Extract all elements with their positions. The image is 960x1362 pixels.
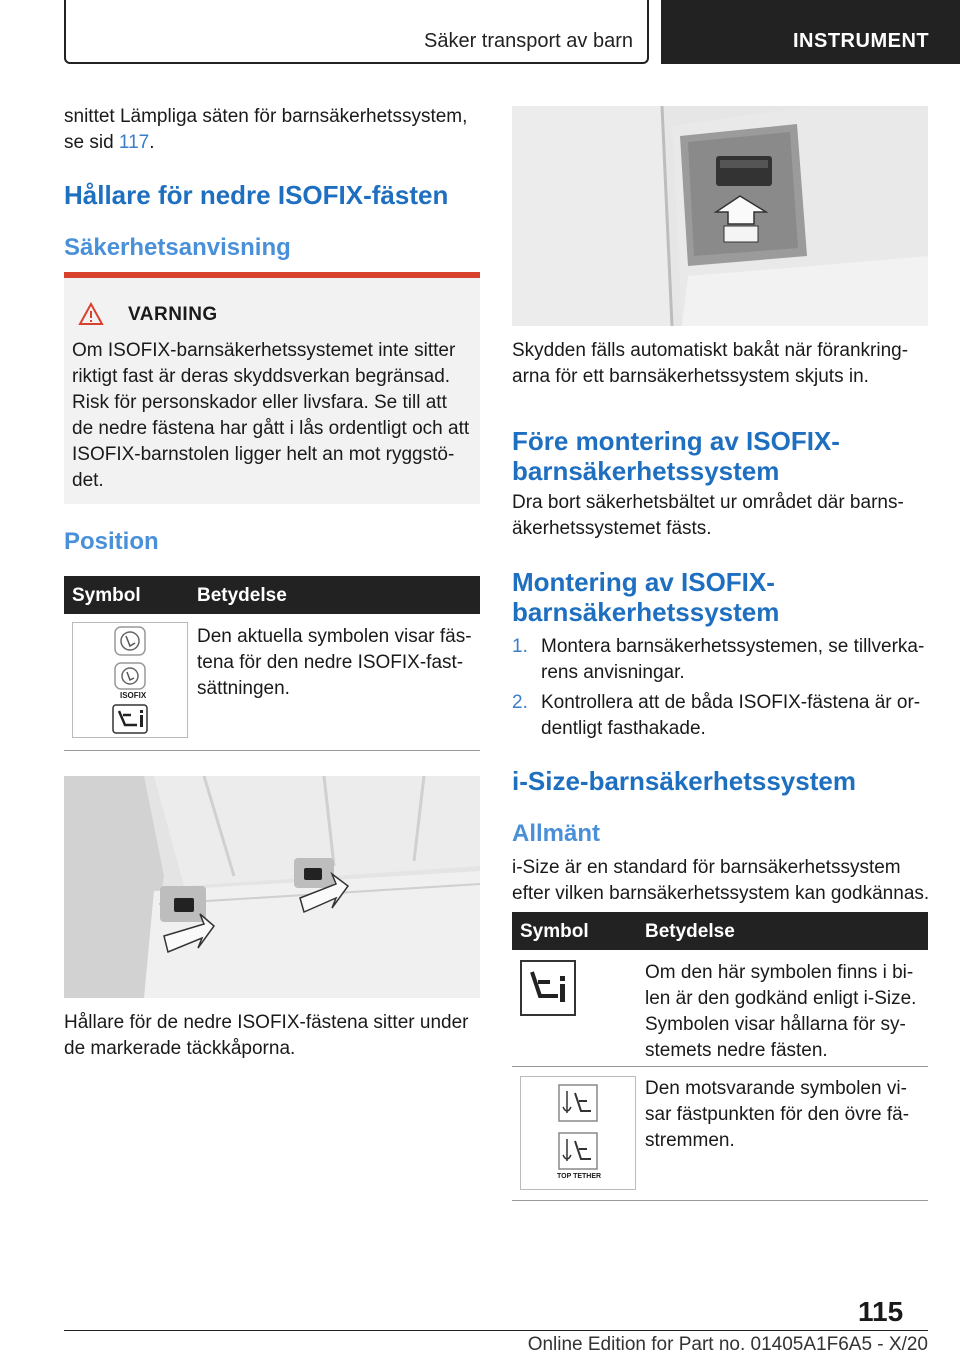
general-text: i-Size är en standard för barnsäkerhetssystem efter vilken barnsäkerhetssystem kan godkännas. (512, 857, 930, 904)
table-header (64, 576, 480, 614)
heading-isofix-holders: Hållare för nedre ISOFIX-fästen (64, 180, 449, 210)
page-number: 115 (858, 1296, 904, 1327)
step-2-number: 2. (512, 692, 528, 713)
warning-title: VARNING (128, 304, 218, 325)
isize-table-col-symbol: Symbol (520, 921, 589, 942)
step-2-text: Kontrollera att de båda ISOFIX-fästena är or-dentligt fasthakade. (541, 692, 921, 739)
step-1-text: Montera barnsäkerhetssystemen, se tillverka-rens anvisningar. (541, 636, 925, 683)
rear-seat-photo (64, 776, 480, 998)
heading-mounting: Montering av ISOFIX-barnsäkerhetssystem (512, 567, 780, 627)
rear-seat-photo-caption: Hållare för de nedre ISOFIX-fästena sitter under de markerade täckkåporna. (64, 1012, 469, 1059)
footer-edition: Online Edition for Part no. 01405A1F6A5 - X/20 (527, 1334, 928, 1355)
table-divider (64, 750, 480, 751)
isize-symbol (520, 960, 576, 1016)
isize-table-col-meaning: Betydelse (645, 921, 735, 942)
before-mounting-text: Dra bort säkerhetsbältet ur området där barns-äkerhetssystemet fästs. (512, 492, 904, 539)
isofix-symbol-description: Den aktuella symbolen visar fäs-tena för den nedre ISOFIX-fast-sättningen. (197, 626, 472, 699)
table-col-symbol: Symbol (72, 585, 141, 606)
heading-general: Allmänt (512, 820, 601, 847)
header-section-tab (661, 0, 960, 64)
isofix-label: ISOFIX (120, 691, 147, 700)
top-tether-symbol-group (520, 1076, 636, 1190)
isize-seat-icon (522, 962, 574, 1014)
warning-box (64, 272, 480, 504)
cover-photo-caption: Skydden fälls automatiskt bakåt när förankring-arna för ett barnsäkerhetssystem skjuts in. (512, 340, 909, 387)
isofix-cover-photo (512, 106, 928, 326)
isize-table-divider-2 (512, 1200, 928, 1201)
heading-position: Position (64, 528, 159, 555)
isize-table-header (512, 912, 928, 950)
intro-paragraph (64, 104, 484, 156)
step-1-number: 1. (512, 636, 528, 657)
isofix-symbol-group (72, 622, 188, 738)
header-section: INSTRUMENT (793, 30, 930, 52)
warning-triangle-icon (78, 302, 104, 326)
intro-end: . (149, 132, 155, 153)
heading-isize: i-Size-barnsäkerhetssystem (512, 766, 856, 796)
page-link[interactable]: 117 (118, 132, 150, 153)
intro-text: snittet Lämpliga säten för barnsäkerhetssystem, se sid (64, 106, 468, 153)
heading-safety-notice: Säkerhetsanvisning (64, 234, 291, 261)
top-tether-description: Den motsvarande symbolen vi-sar fästpunkten för den övre fä-stremmen. (645, 1078, 910, 1151)
table-col-meaning: Betydelse (197, 585, 287, 606)
warning-text: Om ISOFIX-barnsäkerhetssystemet inte sitter riktigt fast är deras skyddsverkan begränsad. Risk för personskador eller livsfara. Se till att de nedre fästena har gått i lås ordentligt och att ISOFIX-barnstolen ligger helt an mot ryggstö-det. (72, 340, 470, 491)
footer-rule (64, 1330, 928, 1331)
header-chapter: Säker transport av barn (424, 30, 633, 52)
rear-seat-illustration (64, 776, 480, 998)
isofix-seat-icons (73, 623, 187, 737)
top-tether-label: TOP TETHER (557, 1173, 602, 1180)
isize-symbol-description: Om den här symbolen finns i bi-len är den godkänd enligt i-Size. Symbolen visar hållarna för sy-stemets nedre fästen. (645, 962, 917, 1061)
isofix-cover-illustration (512, 106, 928, 326)
header-chapter-tab (64, 0, 649, 64)
heading-before-mounting: Före montering av ISOFIX-barnsäkerhetssystem (512, 426, 840, 486)
isize-table-divider-1 (512, 1066, 928, 1067)
